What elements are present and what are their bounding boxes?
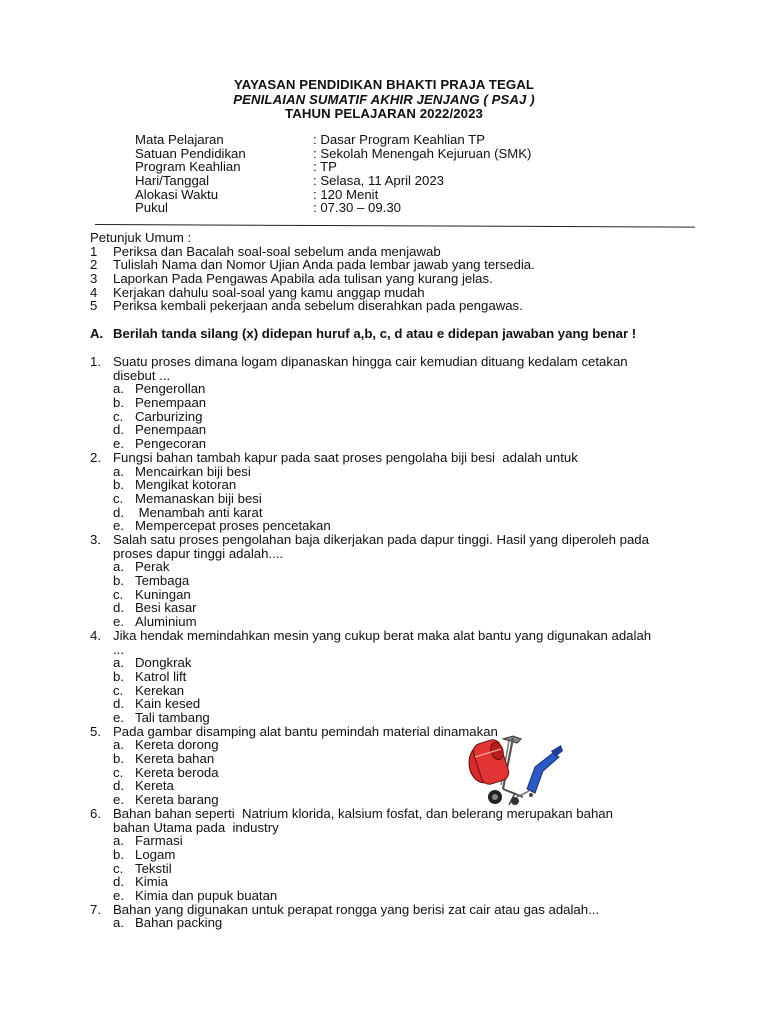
question-line bbox=[90, 725, 690, 739]
option-text: Mempercepat proses pencetakan bbox=[135, 518, 331, 534]
option-letter: c. bbox=[113, 490, 124, 506]
answer-option bbox=[90, 752, 690, 766]
option-text: Kereta beroda bbox=[135, 764, 219, 780]
option-text: Aluminium bbox=[135, 614, 197, 630]
option-letter: e. bbox=[113, 614, 124, 630]
option-text: Tekstil bbox=[135, 860, 172, 876]
instruction-number: 1 bbox=[90, 243, 98, 259]
question-line bbox=[90, 821, 690, 835]
instruction-number: 5 bbox=[90, 298, 98, 314]
question-text: Bahan yang digunakan untuk perapat rongga yang berisi zat cair atau gas adalah... bbox=[113, 901, 600, 917]
question-text: ... bbox=[113, 641, 124, 657]
question-line bbox=[90, 643, 690, 657]
instruction-text: Tulislah Nama dan Nomor Ujian Anda pada lembar jawab yang tersedia. bbox=[113, 257, 535, 273]
answer-option bbox=[90, 766, 690, 780]
header-divider bbox=[95, 224, 695, 228]
question-line bbox=[90, 451, 690, 465]
option-text: Kuningan bbox=[135, 586, 191, 602]
option-letter: a. bbox=[113, 559, 124, 575]
answer-option bbox=[90, 574, 690, 588]
question-item bbox=[90, 355, 690, 451]
option-text: Pengecoran bbox=[135, 436, 207, 452]
answer-option bbox=[90, 519, 690, 533]
question-text: Salah satu proses pengolahan baja dikerjakan pada dapur tinggi. Hasil yang diperoleh pada bbox=[113, 531, 649, 547]
info-value: : 07.30 – 09.30 bbox=[313, 200, 401, 216]
instruction-text: Periksa dan Bacalah soal-soal sebelum anda menjawab bbox=[113, 243, 441, 259]
question-line bbox=[90, 533, 690, 547]
option-letter: b. bbox=[113, 668, 124, 684]
info-value: : Selasa, 11 April 2023 bbox=[313, 173, 444, 189]
option-text: Bahan packing bbox=[135, 915, 223, 931]
option-text: Tali tambang bbox=[135, 709, 210, 725]
answer-option bbox=[90, 382, 690, 396]
info-row-time bbox=[135, 201, 695, 215]
option-letter: e. bbox=[113, 887, 124, 903]
info-label: Hari/Tanggal bbox=[135, 173, 210, 189]
option-letter: d. bbox=[113, 422, 124, 438]
info-value: : Dasar Program Keahlian TP bbox=[313, 132, 486, 147]
answer-option bbox=[90, 834, 690, 848]
option-letter: d. bbox=[113, 874, 124, 890]
question-item bbox=[90, 725, 690, 807]
instruction-item bbox=[90, 258, 690, 272]
option-letter: b. bbox=[113, 395, 124, 411]
answer-option bbox=[90, 615, 690, 629]
info-row-program bbox=[135, 160, 695, 174]
instruction-item bbox=[90, 299, 690, 313]
option-text: Kereta bbox=[135, 778, 174, 794]
question-line bbox=[90, 369, 690, 383]
foundation-name: YAYASAN PENDIDIKAN BHAKTI PRAJA TEGAL bbox=[234, 77, 534, 92]
option-text: Kain kesed bbox=[135, 696, 201, 712]
info-row-subject bbox=[135, 133, 695, 147]
option-text: Kereta dorong bbox=[135, 737, 219, 753]
option-letter: e. bbox=[113, 792, 124, 808]
option-letter: a. bbox=[113, 915, 124, 931]
answer-option bbox=[90, 492, 690, 506]
instruction-number: 2 bbox=[90, 257, 98, 273]
answer-option bbox=[90, 889, 690, 903]
option-letter: a. bbox=[113, 655, 124, 671]
option-letter: b. bbox=[113, 573, 124, 589]
school-year: TAHUN PELAJARAN 2022/2023 bbox=[285, 106, 483, 121]
option-text: Mencairkan biji besi bbox=[135, 463, 251, 479]
question-line bbox=[90, 629, 690, 643]
option-letter: a. bbox=[113, 737, 124, 753]
instruction-text: Periksa kembali pekerjaan anda sebelum diserahkan pada pengawas. bbox=[113, 298, 523, 314]
option-letter: d. bbox=[113, 696, 124, 712]
option-text: Kereta barang bbox=[135, 792, 219, 808]
answer-option bbox=[90, 465, 690, 479]
answer-option bbox=[90, 670, 690, 684]
question-line bbox=[90, 903, 690, 917]
answer-option bbox=[90, 793, 690, 807]
option-text: Mengikat kotoran bbox=[135, 477, 237, 493]
option-text: Pengerollan bbox=[135, 381, 206, 397]
question-number: 5. bbox=[90, 723, 101, 739]
option-letter: d. bbox=[113, 778, 124, 794]
question-number: 2. bbox=[90, 449, 101, 465]
instruction-number: 3 bbox=[90, 271, 98, 287]
option-letter: c. bbox=[113, 682, 124, 698]
question-line bbox=[90, 807, 690, 821]
option-letter: c. bbox=[113, 764, 124, 780]
option-letter: b. bbox=[113, 846, 124, 862]
question-text: proses dapur tinggi adalah.... bbox=[113, 545, 284, 561]
instruction-item bbox=[90, 245, 690, 259]
info-label: Satuan Pendidikan bbox=[135, 145, 246, 161]
option-text: Kereta bahan bbox=[135, 751, 215, 767]
info-value: : Sekolah Menengah Kejuruan (SMK) bbox=[313, 145, 532, 161]
info-row-date bbox=[135, 174, 695, 188]
answer-option bbox=[90, 916, 690, 930]
info-value: : 120 Menit bbox=[313, 186, 379, 202]
option-text: Menambah anti karat bbox=[135, 504, 263, 520]
question-number: 6. bbox=[90, 805, 101, 821]
option-text: Penempaan bbox=[135, 395, 207, 411]
option-text: Farmasi bbox=[135, 833, 183, 849]
question-text: Bahan bahan seperti Natrium klorida, kalsium fosfat, dan belerang merupakan bahan bbox=[113, 805, 613, 821]
option-text: Katrol lift bbox=[135, 668, 187, 684]
question-line bbox=[90, 547, 690, 561]
answer-option bbox=[90, 738, 690, 752]
answer-option bbox=[90, 875, 690, 889]
instruction-text: Laporkan Pada Pengawas Apabila ada tulisan yang kurang jelas. bbox=[113, 271, 493, 287]
answer-option bbox=[90, 697, 690, 711]
question-text: Pada gambar disamping alat bantu pemindah material dinamakan bbox=[113, 723, 498, 739]
question-number: 7. bbox=[90, 901, 101, 917]
question-text: Jika hendak memindahkan mesin yang cukup berat maka alat bantu yang digunakan adalah bbox=[113, 627, 652, 643]
answer-option bbox=[90, 478, 690, 492]
info-value: : TP bbox=[313, 159, 337, 175]
answer-option bbox=[90, 848, 690, 862]
answer-option bbox=[90, 656, 690, 670]
instruction-item bbox=[90, 286, 690, 300]
option-letter: c. bbox=[113, 408, 124, 424]
option-text: Besi kasar bbox=[135, 600, 197, 616]
question-item bbox=[90, 533, 690, 629]
question-number: 3. bbox=[90, 531, 101, 547]
option-text: Kimia bbox=[135, 874, 168, 890]
option-letter: e. bbox=[113, 436, 124, 452]
option-letter: c. bbox=[113, 860, 124, 876]
question-item bbox=[90, 807, 690, 903]
option-text: Memanaskan biji besi bbox=[135, 490, 262, 506]
instruction-item bbox=[90, 272, 690, 286]
question-text: disebut ... bbox=[113, 367, 171, 383]
answer-option bbox=[90, 423, 690, 437]
option-text: Kimia dan pupuk buatan bbox=[135, 887, 278, 903]
option-letter: b. bbox=[113, 751, 124, 767]
option-letter: e. bbox=[113, 518, 124, 534]
answer-option bbox=[90, 684, 690, 698]
answer-option bbox=[90, 506, 690, 520]
general-instructions bbox=[90, 231, 690, 313]
option-text: Tembaga bbox=[135, 573, 190, 589]
question-text: Fungsi bahan tambah kapur pada saat proses pengolaha biji besi adalah untuk bbox=[113, 449, 578, 465]
option-letter: a. bbox=[113, 463, 124, 479]
question-item bbox=[90, 629, 690, 725]
option-letter: c. bbox=[113, 586, 124, 602]
exam-title: PENILAIAN SUMATIF AKHIR JENJANG ( PSAJ ) bbox=[233, 91, 535, 107]
info-label: Alokasi Waktu bbox=[135, 186, 219, 202]
section-a-heading bbox=[90, 327, 636, 341]
option-text: Logam bbox=[135, 846, 176, 862]
info-row-school bbox=[135, 147, 695, 161]
info-label: Mata Pelajaran bbox=[135, 132, 224, 147]
question-text: bahan Utama pada industry bbox=[113, 819, 279, 835]
option-letter: d. bbox=[113, 504, 124, 520]
option-letter: b. bbox=[113, 477, 124, 493]
question-text: Suatu proses dimana logam dipanaskan hingga cair kemudian dituang kedalam cetakan bbox=[113, 354, 628, 369]
question-item bbox=[90, 903, 690, 930]
option-letter: d. bbox=[113, 600, 124, 616]
option-text: Kerekan bbox=[135, 682, 185, 698]
option-text: Carburizing bbox=[135, 408, 203, 424]
answer-option bbox=[90, 396, 690, 410]
option-letter: a. bbox=[113, 381, 124, 397]
instructions-title: Petunjuk Umum : bbox=[90, 230, 192, 245]
option-text: Dongkrak bbox=[135, 655, 192, 671]
answer-option bbox=[90, 560, 690, 574]
answer-option bbox=[90, 410, 690, 424]
answer-option bbox=[90, 601, 690, 615]
hand-truck-illustration bbox=[465, 727, 565, 809]
option-text: Penempaan bbox=[135, 422, 207, 438]
option-letter: e. bbox=[113, 709, 124, 725]
question-line bbox=[90, 355, 690, 369]
option-letter: a. bbox=[113, 833, 124, 849]
section-instruction: Berilah tanda silang (x) didepan huruf a,b, c, d atau e didepan jawaban yang benar ! bbox=[113, 326, 637, 341]
question-number: 1. bbox=[90, 354, 101, 369]
document-header bbox=[0, 78, 768, 122]
info-label: Program Keahlian bbox=[135, 159, 241, 175]
instruction-number: 4 bbox=[90, 284, 98, 300]
answer-option bbox=[90, 711, 690, 725]
question-item bbox=[90, 451, 690, 533]
question-list bbox=[90, 355, 690, 930]
answer-option bbox=[90, 588, 690, 602]
answer-option bbox=[90, 862, 690, 876]
info-label: Pukul bbox=[135, 200, 168, 216]
answer-option bbox=[90, 437, 690, 451]
section-letter: A. bbox=[90, 326, 104, 341]
question-number: 4. bbox=[90, 627, 101, 643]
info-row-duration bbox=[135, 188, 695, 202]
exam-info-table bbox=[135, 133, 695, 215]
option-text: Perak bbox=[135, 559, 170, 575]
instruction-text: Kerjakan dahulu soal-soal yang kamu anggap mudah bbox=[113, 284, 425, 300]
answer-option bbox=[90, 779, 690, 793]
